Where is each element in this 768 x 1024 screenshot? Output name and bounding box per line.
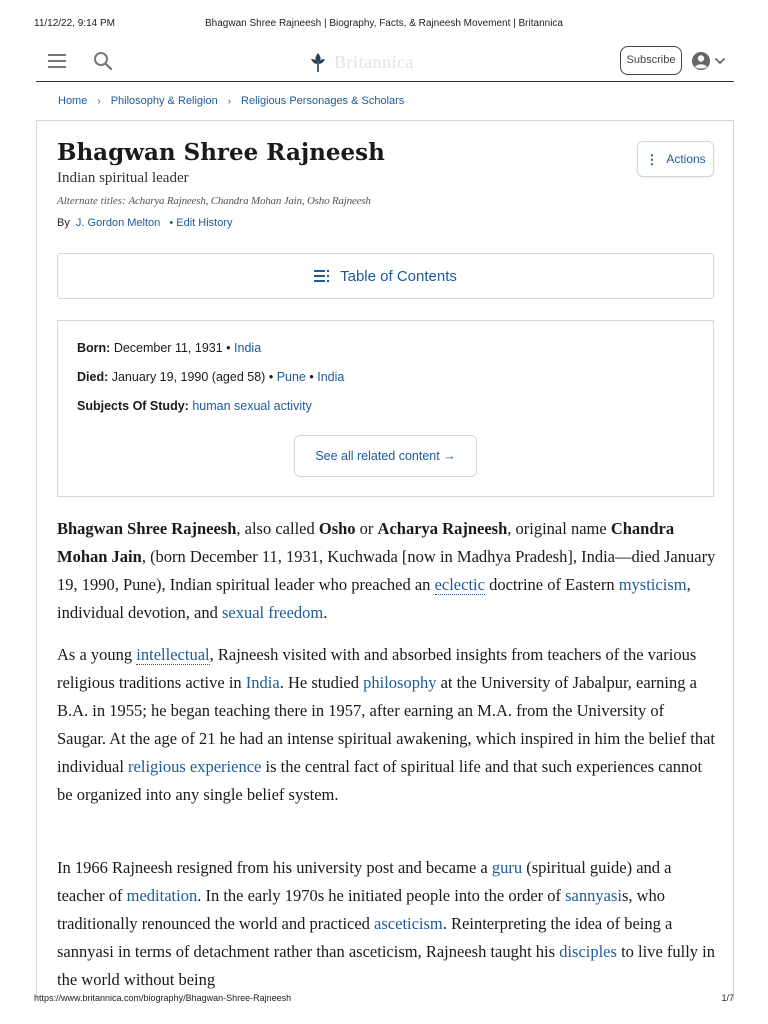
text: , also called xyxy=(236,519,319,538)
page-title: Bhagwan Shree Rajneesh xyxy=(57,139,385,166)
print-url: https://www.britannica.com/biography/Bhagwan-Shree-Rajneesh xyxy=(34,993,292,1003)
bold-name: Bhagwan Shree Rajneesh xyxy=(57,519,237,538)
born-place-link[interactable]: India xyxy=(234,341,262,355)
paragraph-early-life xyxy=(57,641,717,809)
fact-subjects xyxy=(77,399,312,413)
link-eclectic[interactable]: eclectic xyxy=(434,575,485,594)
actions-button[interactable] xyxy=(637,141,714,177)
actions-label: Actions xyxy=(666,152,706,166)
britannica-logo[interactable] xyxy=(308,49,458,75)
fact-died xyxy=(77,370,344,384)
died-city-link[interactable]: Pune xyxy=(276,370,306,384)
paragraph-intro xyxy=(57,515,717,627)
menu-icon[interactable] xyxy=(48,54,68,70)
print-footer xyxy=(34,993,734,1007)
link-sexual-freedom[interactable]: sexual freedom xyxy=(221,603,324,622)
see-all-related-button[interactable]: See all related content → xyxy=(294,435,477,477)
bold-name: Chandra Mohan Jain xyxy=(57,519,675,566)
thistle-logo-icon xyxy=(308,51,328,73)
print-date: 11/12/22, 9:14 PM xyxy=(34,18,115,29)
text: As a young xyxy=(57,645,137,664)
byline xyxy=(57,217,233,229)
text: or xyxy=(355,519,378,538)
bold-name: Acharya Rajneesh xyxy=(377,519,508,538)
bullet: • xyxy=(169,217,174,229)
quick-facts-box xyxy=(57,320,714,497)
chevron-right-icon: › xyxy=(97,95,101,107)
edit-history-link[interactable]: Edit History xyxy=(176,217,233,229)
logo-wordmark: Britannica xyxy=(334,51,414,72)
print-page-title: Bhagwan Shree Rajneesh | Biography, Facts, & Rajneesh Movement | Britannica xyxy=(205,18,563,29)
bullet: • xyxy=(309,370,314,384)
breadcrumb-philosophy-religion[interactable]: Philosophy & Religion xyxy=(110,95,218,107)
link-intellectual[interactable]: intellectual xyxy=(136,645,210,664)
search-icon[interactable] xyxy=(92,50,114,72)
print-page-number: 1/7 xyxy=(721,993,734,1003)
breadcrumb-home[interactable]: Home xyxy=(58,95,88,107)
list-icon xyxy=(314,269,332,283)
alternate-titles-values: Acharya Rajneesh, Chandra Mohan Jain, Osho Rajneesh xyxy=(128,195,371,207)
toc-label: Table of Contents xyxy=(340,267,457,285)
user-account-icon xyxy=(690,50,730,72)
text: . Reinterpreting the idea of being a sannyasi in terms of detachment rather than asceticism, Rajneesh taught his xyxy=(57,914,673,961)
text: In 1966 Rajneesh resigned from his university post and became a xyxy=(57,858,492,877)
alternate-titles xyxy=(57,195,371,207)
fact-label: Subjects Of Study: xyxy=(77,399,189,413)
bullet: • xyxy=(226,341,231,355)
subscribe-button[interactable]: Subscribe xyxy=(620,46,682,75)
link-philosophy[interactable]: philosophy xyxy=(363,673,437,692)
user-menu[interactable] xyxy=(690,50,730,72)
died-country-link[interactable]: India xyxy=(317,370,345,384)
article-container xyxy=(36,120,734,1000)
text: (spiritual guide) and a teacher of xyxy=(57,858,672,905)
table-of-contents-button[interactable] xyxy=(57,253,714,299)
text: . xyxy=(323,603,328,622)
text: s, who traditionally renounced the world and practiced xyxy=(57,886,666,933)
text: , Rajneesh visited with and absorbed insights from teachers of the various religious traditions active in xyxy=(57,645,697,692)
text: at the University of Jabalpur, earning a B.A. in 1955; he began teaching there in 1957, after earning an M.A. from the University of Saugar. At the age of 21 he had an intense spiritual awakening, which inspired in him the belief that individual xyxy=(57,673,715,776)
fact-value: December 11, 1931 xyxy=(113,341,223,355)
fact-label: Died: xyxy=(77,370,109,384)
fact-born xyxy=(77,341,261,355)
text: is the central fact of spiritual life and that such experiences cannot be organized into any single belief system. xyxy=(57,757,703,804)
link-meditation[interactable]: meditation xyxy=(126,886,198,905)
text: . In the early 1970s he initiated people into the order of xyxy=(197,886,566,905)
fact-label: Born: xyxy=(77,341,111,355)
more-vertical-icon: ⋮ xyxy=(645,151,659,167)
subjects-link[interactable]: human sexual activity xyxy=(192,399,312,413)
link-india[interactable]: India xyxy=(245,673,280,692)
link-sannyasi[interactable]: sannyasi xyxy=(565,886,622,905)
site-header xyxy=(36,42,734,82)
link-guru[interactable]: guru xyxy=(491,858,523,877)
page-subtitle: Indian spiritual leader xyxy=(57,170,189,186)
text: to live fully in the world without being xyxy=(57,942,716,989)
bold-name: Osho xyxy=(318,519,356,538)
link-asceticism[interactable]: asceticism xyxy=(374,914,443,933)
text: , individual devotion, and xyxy=(57,575,691,622)
byline-label: By xyxy=(57,217,70,229)
link-mysticism[interactable]: mysticism xyxy=(618,575,687,594)
text: . He studied xyxy=(279,673,364,692)
fact-value: January 19, 1990 (aged 58) xyxy=(111,370,266,384)
text: , (born December 11, 1931, Kuchwada [now in Madhya Pradesh], India—died January 19, 1990, Pune), Indian spiritual leader who preached an xyxy=(57,547,716,594)
author-link[interactable]: J. Gordon Melton xyxy=(75,217,161,229)
link-religious-experience[interactable]: religious experience xyxy=(128,757,262,776)
link-disciples[interactable]: disciples xyxy=(559,942,617,961)
chevron-right-icon: › xyxy=(227,95,232,107)
print-header xyxy=(34,18,734,32)
bullet: • xyxy=(268,370,274,384)
text: doctrine of Eastern xyxy=(484,575,619,594)
breadcrumb xyxy=(58,92,404,110)
breadcrumb-religious-personages[interactable]: Religious Personages & Scholars xyxy=(241,95,405,107)
alternate-titles-label: Alternate titles: xyxy=(57,195,129,207)
text: , original name xyxy=(507,519,611,538)
paragraph-guru xyxy=(57,854,717,994)
